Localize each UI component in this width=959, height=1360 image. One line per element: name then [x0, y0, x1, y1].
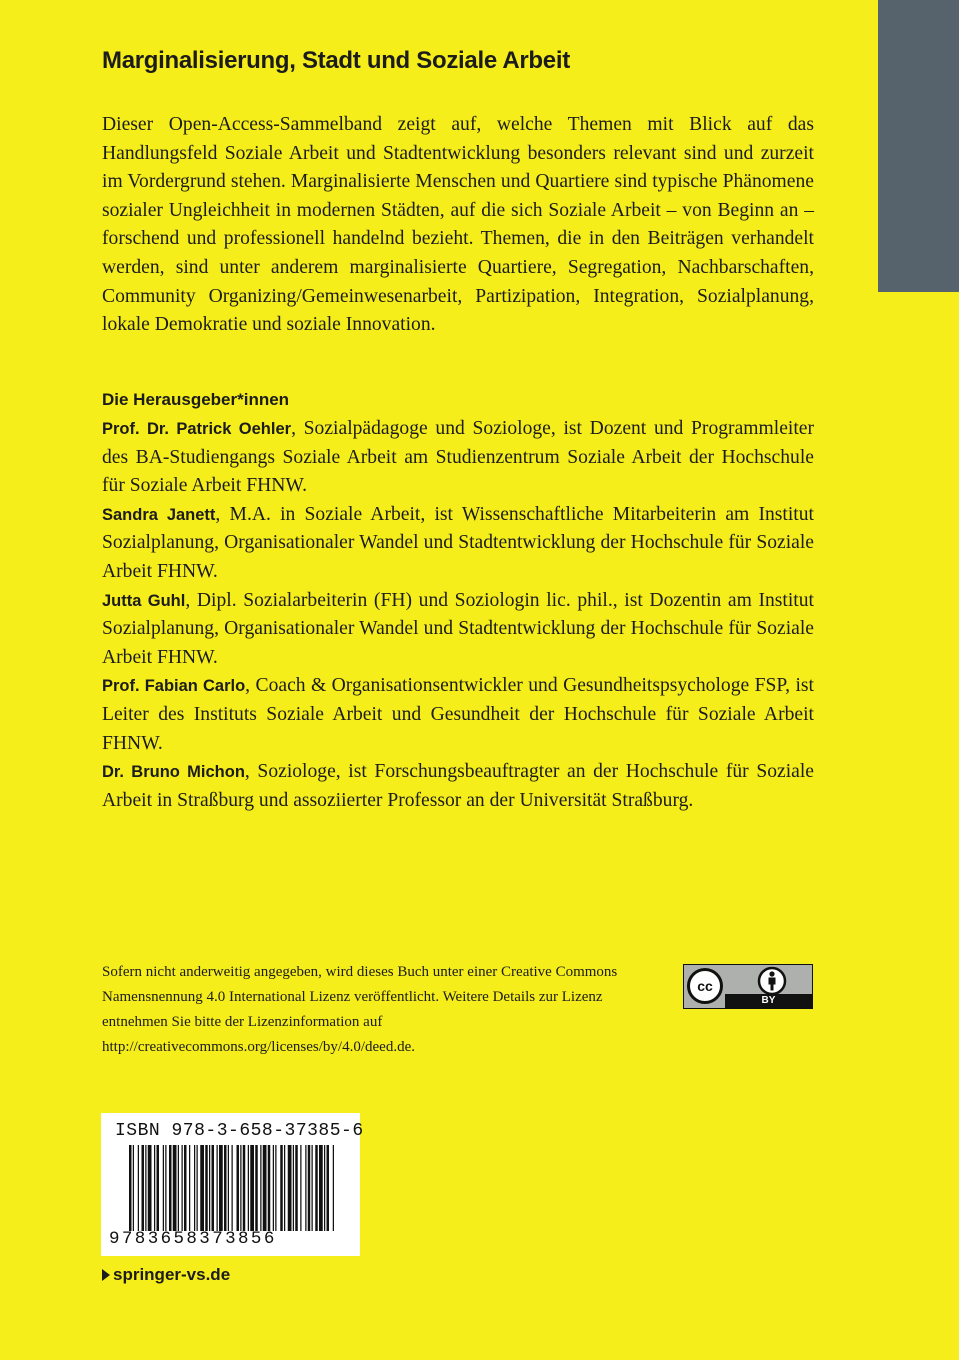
barcode-bar — [275, 1145, 276, 1231]
barcode-bar — [284, 1145, 285, 1231]
book-title: Marginalisierung, Stadt und Soziale Arbeit — [102, 47, 570, 74]
barcode-digits: 9783658373856 — [109, 1229, 277, 1249]
barcode-bar — [263, 1145, 267, 1231]
barcode-bar — [293, 1145, 294, 1231]
barcode-bar — [305, 1145, 306, 1231]
editor-description: , Sozialpädagoge und Soziologe, ist Dozent und Programmleiter des BA-Studiengangs Soziale Arbeit am Studienzentrum Soziale Arbeit der Hochschule für Soziale Arbeit FHNW. — [102, 418, 815, 497]
editor-entry — [102, 672, 814, 758]
barcode-bar — [333, 1145, 334, 1231]
editor-name: Jutta Guhl — [102, 591, 186, 610]
barcode-bar — [319, 1145, 323, 1231]
barcode-bar — [327, 1145, 330, 1231]
editor-name: Prof. Dr. Patrick Oehler — [102, 420, 292, 438]
barcode-bar — [209, 1145, 210, 1231]
barcode-bar — [300, 1145, 301, 1231]
barcode-bar — [268, 1145, 271, 1231]
isbn-barcode-box — [101, 1113, 364, 1256]
barcode-bar — [173, 1145, 177, 1231]
editor-entry — [102, 587, 814, 673]
editor-description: , Coach & Organisationsentwickler und Gesundheitspsychologe FSP, ist Leiter des Instituts Soziale Arbeit und Gesundheit der Hochschule für Soziale Arbeit FHNW. — [102, 675, 814, 754]
barcode-bar — [154, 1145, 155, 1231]
barcode-bar — [194, 1145, 195, 1231]
barcode-bar — [219, 1145, 223, 1231]
barcode-bar — [232, 1145, 233, 1231]
isbn-number: ISBN 978-3-658-37385-6 — [115, 1121, 364, 1141]
barcode — [129, 1145, 335, 1231]
barcode-bar — [212, 1145, 215, 1231]
barcode-bar — [255, 1145, 258, 1231]
barcode-bar — [237, 1145, 240, 1231]
barcode-bar — [129, 1145, 132, 1231]
barcode-bar — [178, 1145, 179, 1231]
publisher-link[interactable] — [102, 1265, 230, 1285]
editor-entry — [102, 758, 814, 815]
editor-name: Sandra Janett — [102, 505, 216, 524]
barcode-bar — [169, 1145, 172, 1231]
arrow-right-icon — [102, 1269, 110, 1281]
barcode-bar — [228, 1145, 229, 1231]
barcode-bar — [157, 1145, 160, 1231]
barcode-bar — [240, 1145, 241, 1231]
editor-description: , Dipl. Sozialarbeiterin (FH) und Soziologin lic. phil., ist Dozentin am Institut Sozialplanung, Organisationaler Wandel und Stadtentwicklung der Hochschule für Soziale Arbeit FHNW. — [102, 589, 814, 668]
barcode-bar — [295, 1145, 298, 1231]
barcode-bar — [145, 1145, 146, 1231]
barcode-bar — [189, 1145, 190, 1231]
barcode-bar — [280, 1145, 283, 1231]
editors-list — [102, 415, 814, 815]
cc-by-license-badge — [683, 964, 813, 1009]
barcode-bar — [217, 1145, 218, 1231]
side-color-band — [878, 0, 959, 292]
barcode-bar — [308, 1145, 311, 1231]
blurb-text: Dieser Open-Access-Sammelband zeigt auf, welche Themen mit Blick auf das Handlungsfeld Soziale Arbeit und Stadtentwicklung besonders relevant sind und zurzeit im Vordergrund stehen. Marginalisierte Menschen und Quartiere sind typische Phänomene sozialer Ungleichheit in modernen Städten, auf die sich Soziale Arbeit – von Beginn an – forschend und professionell handelnd bezieht. Themen, die in den Beiträgen verhandelt werden, sind unter anderem marginalisierte Quartiere, Segregation, Nachbarschaften, Community Organizing/Gemeinwesenarbeit, Partizipation, Integration, Sozialplanung, lokale Demokratie und soziale Innovation. — [102, 114, 814, 336]
barcode-bar — [133, 1145, 134, 1231]
barcode-bar — [184, 1145, 187, 1231]
editor-name: Dr. Bruno Michon — [102, 763, 245, 782]
barcode-bar — [288, 1145, 292, 1231]
barcode-bar — [324, 1145, 325, 1231]
editors-heading: Die Herausgeber*innen — [102, 390, 290, 409]
barcode-bar — [273, 1145, 274, 1231]
license-notice: Sofern nicht anderweitig angegeben, wird dieses Buch unter einer Creative Commons Namensnennung 4.0 International Lizenz veröffentlicht. Weitere Details zur Lizenz entnehmen Sie bitte der Lizenzinformation auf http://creativecommons.org/licenses/by/4.0/deed.de. — [102, 964, 618, 1055]
attribution-person-icon — [757, 966, 787, 996]
barcode-bar — [142, 1145, 145, 1231]
barcode-bar — [315, 1145, 318, 1231]
barcode-bar — [138, 1145, 139, 1231]
editor-description: , Soziologe, ist Forschungsbeauftragter an der Hochschule für Soziale Arbeit in Straßburg und assoziierter Professor an der Universität Straßburg. — [102, 761, 814, 811]
barcode-bar — [182, 1145, 183, 1231]
barcode-bar — [243, 1145, 246, 1231]
barcode-bar — [248, 1145, 249, 1231]
by-label: BY — [761, 995, 776, 1006]
barcode-bar — [260, 1145, 261, 1231]
publisher-url[interactable]: springer-vs.de — [113, 1265, 231, 1284]
barcode-bar — [197, 1145, 198, 1231]
barcode-bar — [250, 1145, 254, 1231]
editor-entry — [102, 415, 814, 501]
barcode-bar — [200, 1145, 204, 1231]
editor-name: Prof. Fabian Carlo — [102, 677, 246, 696]
editor-entry — [102, 501, 814, 587]
barcode-bar — [312, 1145, 313, 1231]
barcode-bar — [163, 1145, 164, 1231]
barcode-bar — [165, 1145, 166, 1231]
barcode-bar — [205, 1145, 208, 1231]
cc-logo-icon: cc — [687, 968, 723, 1004]
editor-description: , M.A. in Soziale Arbeit, ist Wissenschaftliche Mitarbeiterin am Institut Sozialplanung, Organisationaler Wandel und Stadtentwicklung der Hochschule für Soziale Arbeit FHNW. — [102, 503, 814, 582]
barcode-bar — [224, 1145, 227, 1231]
barcode-bar — [148, 1145, 152, 1231]
